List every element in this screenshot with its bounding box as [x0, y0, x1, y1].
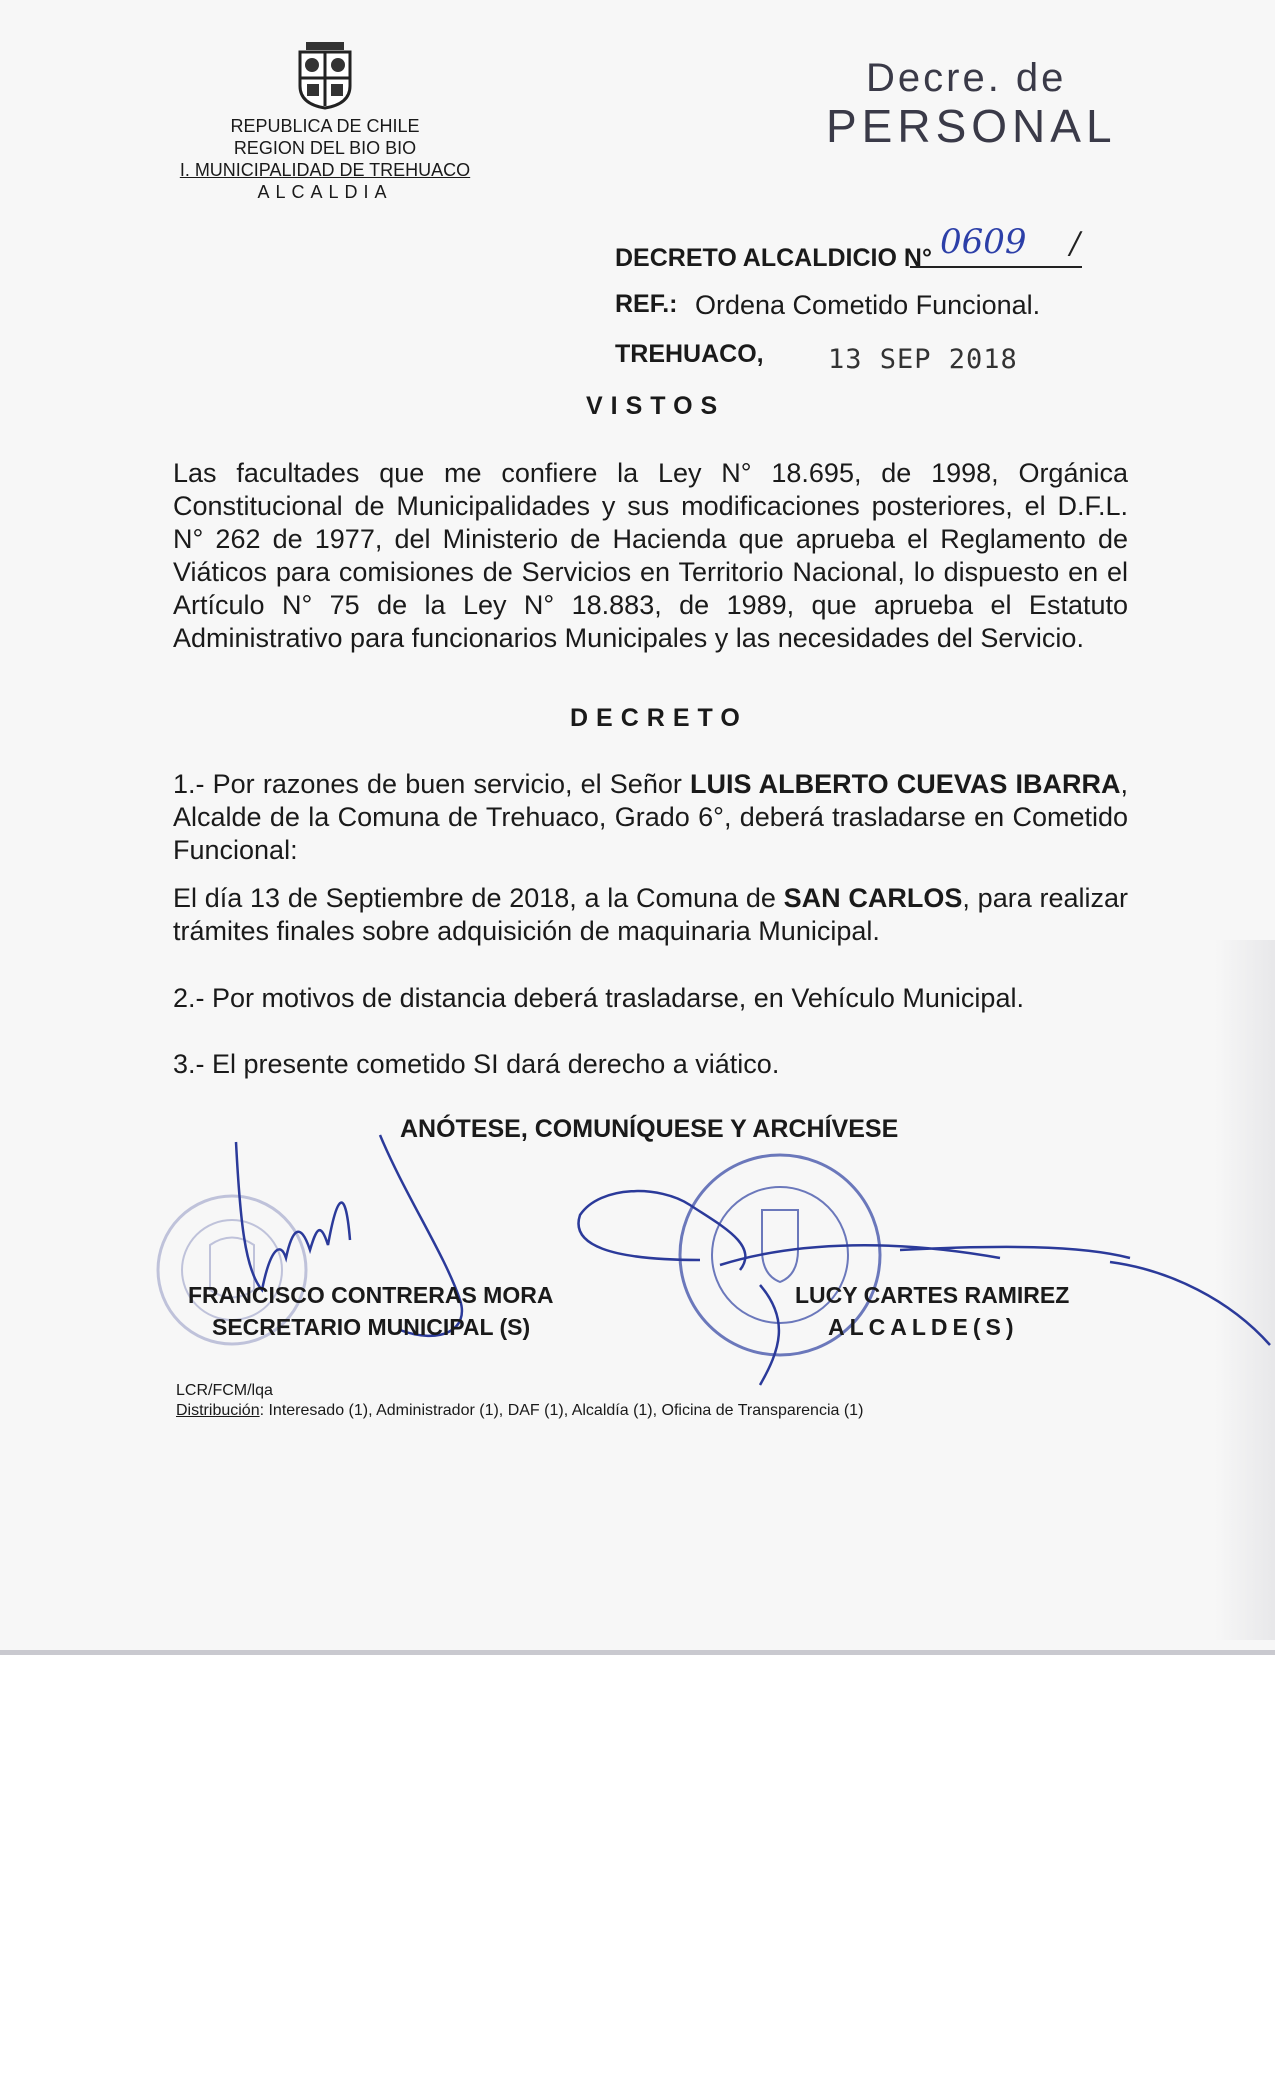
stamp-line-2: PERSONAL — [826, 100, 1117, 152]
vistos-heading: VISTOS — [586, 392, 726, 420]
item-1-name: LUIS ALBERTO CUEVAS IBARRA — [690, 769, 1121, 799]
vistos-body: Las facultades que me confiere la Ley N° 18.695, de 1998, Orgánica Constitucional de Municipalidades y sus modificaciones posteriores, el D.F.L. N° 262 de 1977, del Ministerio de Hacienda que aprueba el Reglamento de Viáticos para comisiones de Servicios en Territorio Nacional, lo dispuesto en el Artículo N° 75 de la Ley N° 18.883, de 1989, que aprueba el Estatuto Administrativo para funcionarios Municipales y las necesidades del Servicio. — [173, 458, 1128, 653]
closing-formula: ANÓTESE, COMUNÍQUESE Y ARCHÍVESE — [400, 1115, 899, 1143]
item-3: 3.- El presente cometido SI dará derecho a viático. — [173, 1049, 780, 1079]
right-signatory-title: ALCALDE(S) — [828, 1314, 1019, 1340]
decree-label: DECRETO ALCALDICIO N° — [615, 244, 932, 272]
item-1-suffix: , Alcalde de la Comuna de Trehuaco, Grado 6°, deberá trasladarse en Cometido Funcional: — [173, 769, 1128, 865]
header-office: ALCALDIA — [257, 182, 393, 202]
footer-initials: LCR/FCM/lqa — [176, 1382, 273, 1399]
header-municipality: I. MUNICIPALIDAD DE TREHUACO — [179, 160, 471, 180]
distribution-text: : Interesado (1), Administrador (1), DAF (1), Alcaldía (1), Oficina de Transparencia (1) — [259, 1402, 864, 1419]
decreto-heading: DECRETO — [570, 704, 748, 732]
item-1-detail-suffix: , para realizar trámites finales sobre adquisición de maquinaria Municipal. — [173, 883, 1128, 946]
ref-text: Ordena Cometido Funcional. — [695, 290, 1041, 320]
date-stamp: 13 SEP 2018 — [828, 344, 1018, 375]
left-signatory-name: FRANCISCO CONTRERAS MORA — [188, 1282, 554, 1308]
header-region: REGION DEL BIO BIO — [233, 138, 417, 158]
footer-distribution — [176, 1402, 863, 1420]
decree-number: 0609 — [940, 222, 1027, 262]
item-1-prefix: 1.- Por razones de buen servicio, el Señor — [173, 769, 690, 799]
right-signatory-name: LUCY CARTES RAMIREZ — [795, 1282, 1070, 1308]
left-signatory-title: SECRETARIO MUNICIPAL (S) — [212, 1314, 531, 1340]
item-1-detail-prefix: El día 13 de Septiembre de 2018, a la Comuna de — [173, 883, 784, 913]
decree-slash: / — [1070, 226, 1081, 261]
place-label: TREHUACO, — [615, 340, 764, 368]
item-1-detail-place: SAN CARLOS — [783, 883, 963, 913]
stamp-line-1: Decre. de — [866, 56, 1067, 100]
item-2: 2.- Por motivos de distancia deberá trasladarse, en Vehículo Municipal. — [173, 983, 1024, 1013]
header-country: REPUBLICA DE CHILE — [230, 116, 420, 136]
ref-label: REF.: — [615, 290, 678, 318]
distribution-label: Distribución — [176, 1402, 260, 1419]
